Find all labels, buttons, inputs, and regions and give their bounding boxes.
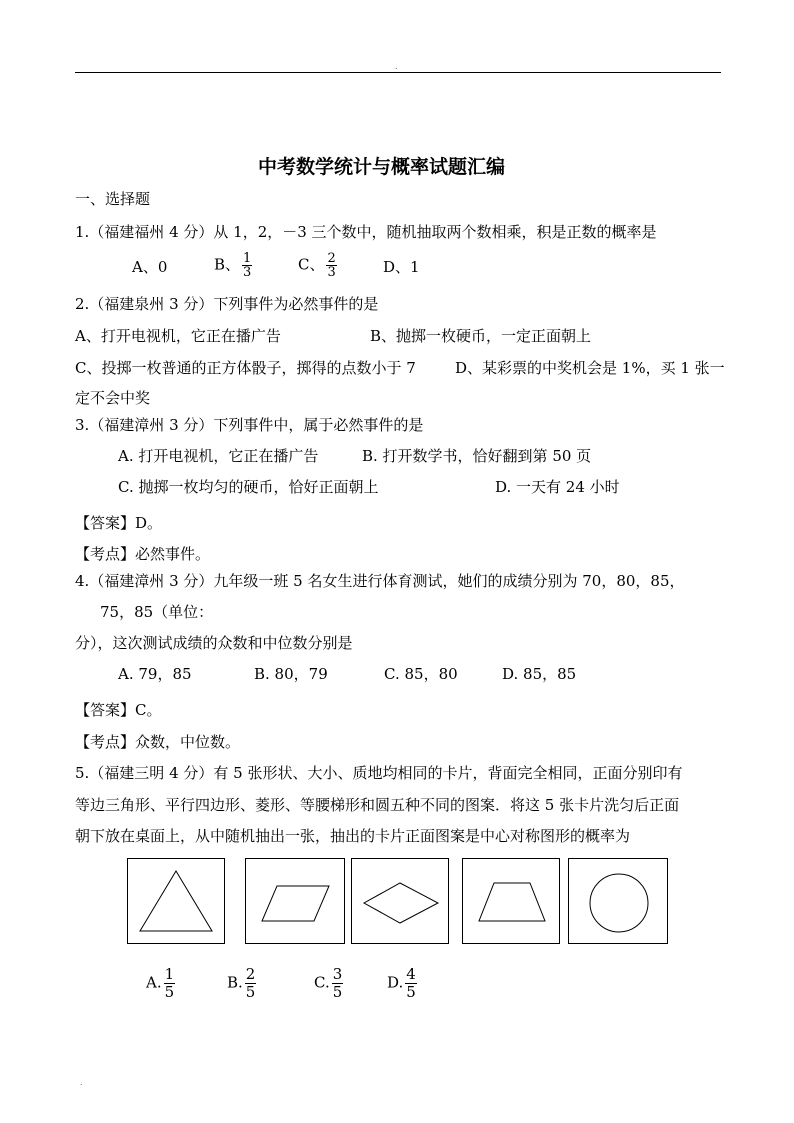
- q5-option-b-label: B.: [227, 973, 243, 992]
- fraction-denominator: 3: [243, 265, 252, 280]
- q3-option-a: A. 打开电视机，它正在播广告: [118, 447, 319, 465]
- page-title: 中考数学统计与概率试题汇编: [258, 156, 506, 178]
- circle-icon: [569, 859, 667, 943]
- q4-stem-line1: 4.（福建漳州 3 分）九年级一班 5 名女生进行体育测试，她们的成绩分别为 70，80，85，: [75, 572, 685, 590]
- equilateral-triangle-icon: [128, 859, 224, 943]
- q4-stem-line2: 75，85（单位：: [100, 603, 214, 621]
- q3-option-b: B. 打开数学书，恰好翻到第 50 页: [362, 447, 592, 465]
- q4-option-a: A. 79，85: [118, 665, 192, 683]
- rhombus-icon: [352, 859, 448, 943]
- q2-option-d: D、某彩票的中奖机会是 1%，买 1 张一: [455, 359, 725, 377]
- card-circle: [568, 858, 668, 944]
- q3-knowledge-point: [75, 543, 210, 564]
- q5-option-c: [314, 966, 343, 1001]
- q5-option-c-fraction: [332, 966, 344, 1001]
- isosceles-trapezoid-icon: [463, 859, 559, 943]
- header-mark: .: [395, 62, 398, 71]
- fraction-numerator: 1: [164, 965, 175, 983]
- answer-tag: 【答案】: [75, 514, 136, 532]
- q1-stem: 1.（福建福州 4 分）从 1，2，－3 三个数中，随机抽取两个数相乘，积是正数的概率是: [75, 223, 657, 241]
- card-isosceles-trapezoid: [462, 858, 560, 944]
- parallelogram-icon: [246, 859, 344, 943]
- answer-value: D。: [135, 514, 163, 532]
- fraction-denominator: 5: [332, 983, 343, 1001]
- q5-option-d-fraction: [405, 966, 417, 1001]
- q1-option-b-label: B、: [214, 255, 241, 274]
- header-rule: [75, 72, 721, 73]
- q5-option-a: [146, 966, 175, 1001]
- q5-option-c-label: C.: [314, 973, 330, 992]
- q3-answer: [75, 512, 162, 533]
- q2-option-b: B、抛掷一枚硬币，一定正面朝上: [370, 327, 592, 345]
- q4-option-d: D. 85，85: [502, 665, 577, 683]
- knowledge-point-value: 必然事件。: [135, 545, 211, 563]
- q2-option-d-continued: 定不会中奖: [75, 389, 151, 407]
- fraction-numerator: 4: [406, 965, 416, 983]
- q5-option-b-fraction: [245, 966, 257, 1001]
- q5-option-b: [227, 966, 256, 1001]
- q4-option-b: B. 80，79: [254, 665, 328, 683]
- q1-option-c-label: C、: [298, 255, 325, 274]
- card-equilateral-triangle: [127, 858, 225, 944]
- knowledge-point-tag: 【考点】: [75, 733, 136, 751]
- q1-option-b-fraction: [242, 252, 252, 279]
- fraction-numerator: 2: [245, 965, 256, 983]
- q1-option-c-fraction: [326, 252, 336, 279]
- q5-option-a-fraction: [164, 966, 176, 1001]
- q3-option-c: C. 抛掷一枚均匀的硬币，恰好正面朝上: [118, 478, 379, 496]
- fraction-numerator: 1: [243, 251, 252, 266]
- q1-option-b: [214, 252, 252, 279]
- fraction-numerator: 2: [327, 251, 336, 266]
- fraction-numerator: 3: [332, 965, 343, 983]
- q5-stem-line2: 等边三角形、平行四边形、菱形、等腰梯形和圆五种不同的图案．将这 5 张卡片洗匀后正面: [75, 796, 680, 814]
- knowledge-point-tag: 【考点】: [75, 545, 136, 563]
- q2-stem: 2.（福建泉州 3 分）下列事件为必然事件的是: [75, 295, 379, 313]
- footer-mark: .: [80, 1078, 83, 1087]
- q4-answer: [75, 699, 162, 720]
- q2-option-c: C、投掷一枚普通的正方体骰子，掷得的点数小于 7: [75, 359, 416, 377]
- fraction-denominator: 5: [406, 983, 416, 1001]
- q1-option-d: D、1: [383, 258, 420, 276]
- q5-stem-line1: 5.（福建三明 4 分）有 5 张形状、大小、质地均相同的卡片，背面完全相同，正面分别印有: [75, 764, 683, 782]
- answer-value: C。: [135, 701, 162, 719]
- card-rhombus: [351, 858, 449, 944]
- q4-option-c: C. 85，80: [384, 665, 458, 683]
- card-parallelogram: [245, 858, 345, 944]
- q5-stem-line3: 朝下放在桌面上，从中随机抽出一张，抽出的卡片正面图案是中心对称图形的概率为: [75, 827, 631, 845]
- q3-stem: 3.（福建漳州 3 分）下列事件中，属于必然事件的是: [75, 416, 424, 434]
- answer-tag: 【答案】: [75, 701, 136, 719]
- fraction-denominator: 5: [164, 983, 175, 1001]
- q1-option-c: [298, 252, 337, 279]
- section-heading: 一、选择题: [75, 190, 151, 208]
- q5-option-d-label: D.: [387, 973, 404, 992]
- q4-knowledge-point: [75, 731, 240, 752]
- q3-option-d: D. 一天有 24 小时: [495, 478, 620, 496]
- q5-option-a-label: A.: [146, 973, 162, 992]
- knowledge-point-value: 众数，中位数。: [135, 733, 241, 751]
- q5-option-d: [387, 966, 417, 1001]
- fraction-denominator: 3: [327, 265, 336, 280]
- q1-option-a: A、0: [132, 258, 168, 276]
- q2-option-a: A、打开电视机，它正在播广告: [75, 327, 281, 345]
- q4-stem-line3: 分），这次测试成绩的众数和中位数分别是: [75, 634, 353, 652]
- fraction-denominator: 5: [245, 983, 256, 1001]
